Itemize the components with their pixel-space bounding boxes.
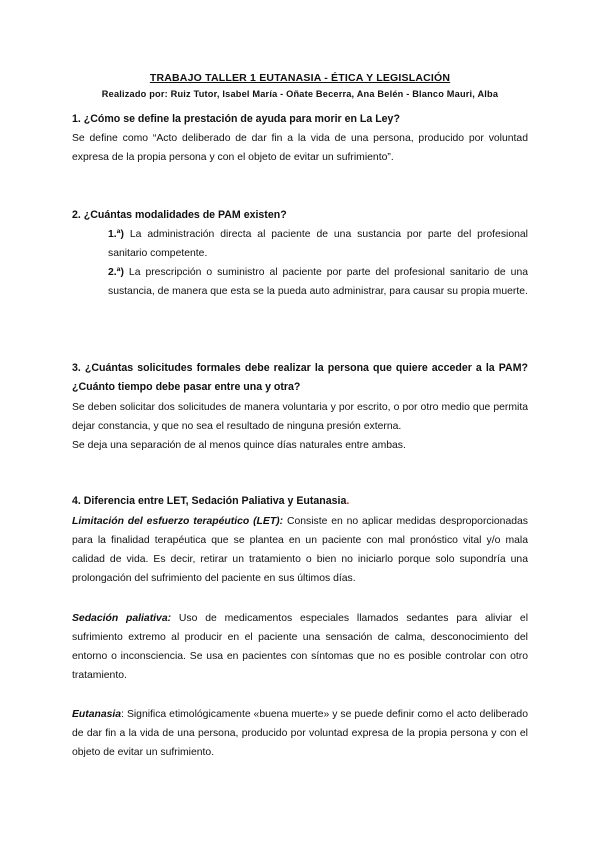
pam-modality-2-number: 2.ª) <box>108 267 124 278</box>
question-4-dot: . <box>346 495 350 507</box>
let-term: Limitación del esfuerzo terapéutico (LET): <box>72 516 284 527</box>
definition-let <box>72 512 528 588</box>
euthanasia-text: : Significa etimológicamente «buena muerte» y se puede definir como el acto deliberado de dar fin a la vida de una persona, producido por voluntad expresa de la propia persona y con el objeto de evitar un sufrimiento. <box>72 709 528 758</box>
question-4 <box>72 492 528 511</box>
answer-3-interval: Se deja una separación de al menos quince días naturales entre ambas. <box>72 440 406 451</box>
question-3: 3. ¿Cuántas solicitudes formales debe realizar la persona que quiere acceder a la PAM? ¿Cuánto tiempo debe pasar entre una y otra? <box>72 362 528 393</box>
question-2: 2. ¿Cuántas modalidades de PAM existen? <box>72 209 287 221</box>
euthanasia-term: Eutanasia <box>72 709 122 720</box>
answer-3-requests: Se deben solicitar dos solicitudes de manera voluntaria y por escrito, o por otro medio que permita dejar constancia, y que no sea el resultado de ninguna presión externa. <box>72 402 528 432</box>
pam-modality-1-number: 1.ª) <box>108 229 124 240</box>
pam-modality-1-text: La administración directa al paciente de una sustancia por parte del profesional sanitario competente. <box>108 229 528 259</box>
definition-sedation <box>72 609 528 685</box>
question-4-text: 4. Diferencia entre LET, Sedación Paliativa y Eutanasia <box>72 495 347 507</box>
pam-modality-1 <box>108 225 528 263</box>
let-text: Consiste en no aplicar medidas desproporcionadas para la finalidad terapéutica que se plantea en un paciente con mal pronóstico vital y/o mala calidad de vida. Es decir, retirar un tratamiento o bien no iniciarlo porque solo supondría una prolongación del sufrimiento del paciente en sus últimos días. <box>72 516 528 584</box>
sedation-term: Sedación paliativa: <box>72 613 172 624</box>
definition-euthanasia <box>72 705 528 762</box>
document-authors: Realizado por: Ruiz Tutor, Isabel María - Oñate Becerra, Ana Belén - Blanco Mauri, Alba <box>101 89 499 99</box>
pam-modality-2-text: La prescripción o suministro al paciente por parte del profesional sanitario de una sustancia, de manera que esta se la pueda auto administrar, para causar su propia muerte. <box>108 267 528 297</box>
sedation-text: Uso de medicamentos especiales llamados sedantes para aliviar el sufrimiento extremo al producir en el paciente una sensación de calma, desconocimiento del entorno o inconsciencia. Se usa en pacientes con síntomas que no es posible controlar con otro tratamiento. <box>72 613 529 681</box>
pam-modality-2 <box>108 263 528 301</box>
answer-1: Se define como “Acto deliberado de dar fin a la vida de una persona, producido por voluntad expresa de la propia persona y con el objeto de evitar un sufrimiento”. <box>72 133 528 163</box>
document-title: TRABAJO TALLER 1 EUTANASIA - ÉTICA Y LEGISLACIÓN <box>149 72 451 84</box>
question-1: 1. ¿Cómo se define la prestación de ayuda para morir en La Ley? <box>72 113 400 125</box>
